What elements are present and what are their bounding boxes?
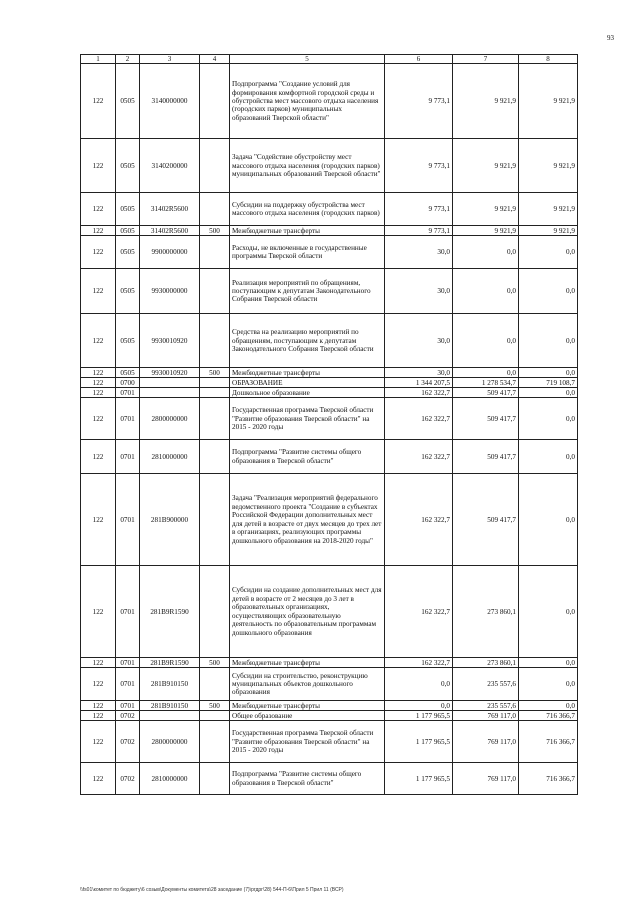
- cell-section: 0702: [116, 763, 140, 795]
- cell-amount-2021: 0,0: [519, 701, 578, 711]
- table-row: [81, 763, 578, 795]
- cell-code: 122: [81, 668, 116, 701]
- cell-code: 122: [81, 378, 116, 388]
- cell-expense-type: [200, 721, 230, 763]
- cell-target-article: 281В910150: [140, 701, 200, 711]
- cell-amount-2021: 0,0: [519, 269, 578, 314]
- cell-name: Реализация мероприятий по обращениям, поступающим к депутатам Законодательного Собрания Тверской области: [230, 269, 385, 314]
- cell-target-article: 3140000000: [140, 64, 200, 139]
- header-cell: 2: [116, 55, 140, 64]
- cell-name: Межбюджетные трансферты: [230, 226, 385, 236]
- cell-code: 122: [81, 440, 116, 474]
- cell-amount-2019: 0,0: [385, 668, 453, 701]
- table-row: [81, 701, 578, 711]
- cell-target-article: 9930000000: [140, 269, 200, 314]
- cell-expense-type: [200, 474, 230, 566]
- cell-target-article: 9930010920: [140, 314, 200, 368]
- cell-amount-2020: 235 557,6: [453, 701, 519, 711]
- cell-name: Субсидии на поддержку обустройства мест массового отдыха населения (городских парков): [230, 193, 385, 226]
- cell-section: 0505: [116, 64, 140, 139]
- table-row: [81, 388, 578, 398]
- cell-target-article: 2800000000: [140, 398, 200, 440]
- header-cell: 3: [140, 55, 200, 64]
- header-cell: 4: [200, 55, 230, 64]
- table-row: [81, 711, 578, 721]
- cell-amount-2020: 769 117,0: [453, 763, 519, 795]
- cell-amount-2019: 9 773,1: [385, 193, 453, 226]
- cell-expense-type: [200, 398, 230, 440]
- cell-amount-2020: 509 417,7: [453, 388, 519, 398]
- cell-target-article: 2810000000: [140, 763, 200, 795]
- cell-name: Расходы, не включенные в государственные программы Тверской области: [230, 236, 385, 269]
- table-row: [81, 193, 578, 226]
- cell-target-article: 2810000000: [140, 440, 200, 474]
- cell-amount-2020: 769 117,0: [453, 721, 519, 763]
- cell-target-article: [140, 711, 200, 721]
- cell-target-article: [140, 388, 200, 398]
- cell-amount-2021: 716 366,7: [519, 721, 578, 763]
- header-cell: 1: [81, 55, 116, 64]
- cell-section: 0505: [116, 236, 140, 269]
- cell-amount-2021: 0,0: [519, 368, 578, 378]
- cell-target-article: 281В900000: [140, 474, 200, 566]
- cell-amount-2020: 9 921,9: [453, 64, 519, 139]
- cell-amount-2021: 716 366,7: [519, 711, 578, 721]
- cell-section: 0700: [116, 378, 140, 388]
- cell-section: 0701: [116, 440, 140, 474]
- cell-amount-2019: 1 177 965,5: [385, 763, 453, 795]
- cell-amount-2021: 0,0: [519, 388, 578, 398]
- cell-section: 0505: [116, 226, 140, 236]
- cell-name: Межбюджетные трансферты: [230, 368, 385, 378]
- cell-section: 0505: [116, 269, 140, 314]
- cell-amount-2019: 30,0: [385, 236, 453, 269]
- cell-expense-type: [200, 193, 230, 226]
- cell-amount-2021: 719 108,7: [519, 378, 578, 388]
- cell-amount-2021: 0,0: [519, 668, 578, 701]
- cell-amount-2019: 1 177 965,5: [385, 721, 453, 763]
- cell-amount-2020: 769 117,0: [453, 711, 519, 721]
- cell-section: 0505: [116, 193, 140, 226]
- cell-section: 0701: [116, 701, 140, 711]
- cell-name: ОБРАЗОВАНИЕ: [230, 378, 385, 388]
- cell-amount-2019: 30,0: [385, 314, 453, 368]
- cell-amount-2020: 0,0: [453, 368, 519, 378]
- cell-name: Межбюджетные трансферты: [230, 701, 385, 711]
- cell-amount-2021: 9 921,9: [519, 139, 578, 193]
- cell-code: 122: [81, 368, 116, 378]
- table-row: [81, 440, 578, 474]
- cell-section: 0701: [116, 398, 140, 440]
- cell-name: Задача "Содействие обустройству мест массового отдыха населения (городских парков) муниципальных образований Тверской области": [230, 139, 385, 193]
- cell-expense-type: 500: [200, 658, 230, 668]
- cell-expense-type: [200, 64, 230, 139]
- table-row: [81, 139, 578, 193]
- cell-expense-type: [200, 236, 230, 269]
- cell-section: 0701: [116, 658, 140, 668]
- table-row: [81, 64, 578, 139]
- cell-amount-2021: 716 366,7: [519, 763, 578, 795]
- cell-name: Подпрограмма "Развитие системы общего образования в Тверской области": [230, 763, 385, 795]
- cell-amount-2019: 9 773,1: [385, 226, 453, 236]
- table-row: [81, 668, 578, 701]
- cell-amount-2019: 162 322,7: [385, 388, 453, 398]
- cell-amount-2019: 162 322,7: [385, 398, 453, 440]
- header-cell: 5: [230, 55, 385, 64]
- cell-name: Субсидии на создание дополнительных мест для детей в возрасте от 2 месяцев до 3 лет в образовательных организациях, осуществляющих образовательную деятельность по образовательным программам дошкольного образования: [230, 566, 385, 658]
- cell-amount-2019: 162 322,7: [385, 566, 453, 658]
- table-row: [81, 236, 578, 269]
- cell-target-article: 31402R5600: [140, 226, 200, 236]
- cell-expense-type: [200, 139, 230, 193]
- cell-code: 122: [81, 658, 116, 668]
- cell-amount-2019: 162 322,7: [385, 440, 453, 474]
- cell-expense-type: [200, 763, 230, 795]
- cell-amount-2019: 30,0: [385, 269, 453, 314]
- cell-name: Общее образование: [230, 711, 385, 721]
- cell-amount-2020: 273 860,1: [453, 566, 519, 658]
- cell-amount-2020: 0,0: [453, 269, 519, 314]
- table-header-row: [81, 55, 578, 64]
- cell-amount-2019: 0,0: [385, 701, 453, 711]
- table-row: [81, 398, 578, 440]
- cell-code: 122: [81, 388, 116, 398]
- cell-amount-2020: 0,0: [453, 314, 519, 368]
- cell-amount-2020: 273 860,1: [453, 658, 519, 668]
- cell-target-article: 31402R5600: [140, 193, 200, 226]
- table-row: [81, 378, 578, 388]
- cell-target-article: 281В9R1590: [140, 658, 200, 668]
- cell-expense-type: [200, 269, 230, 314]
- table-row: [81, 566, 578, 658]
- cell-amount-2019: 9 773,1: [385, 64, 453, 139]
- cell-code: 122: [81, 711, 116, 721]
- cell-expense-type: [200, 314, 230, 368]
- cell-amount-2021: 0,0: [519, 474, 578, 566]
- cell-amount-2019: 162 322,7: [385, 658, 453, 668]
- cell-code: 122: [81, 193, 116, 226]
- table-body: [81, 64, 578, 795]
- cell-code: 122: [81, 269, 116, 314]
- table-row: [81, 226, 578, 236]
- cell-expense-type: [200, 711, 230, 721]
- cell-amount-2020: 9 921,9: [453, 139, 519, 193]
- cell-expense-type: [200, 668, 230, 701]
- cell-code: 122: [81, 139, 116, 193]
- cell-code: 122: [81, 314, 116, 368]
- cell-amount-2020: 509 417,7: [453, 440, 519, 474]
- cell-amount-2019: 1 177 965,5: [385, 711, 453, 721]
- cell-amount-2021: 9 921,9: [519, 64, 578, 139]
- header-cell: 7: [453, 55, 519, 64]
- cell-amount-2021: 9 921,9: [519, 226, 578, 236]
- cell-target-article: 281В910150: [140, 668, 200, 701]
- table-row: [81, 658, 578, 668]
- cell-code: 122: [81, 226, 116, 236]
- cell-name: Субсидии на строительство, реконструкцию муниципальных объектов дошкольного образования: [230, 668, 385, 701]
- cell-name: Межбюджетные трансферты: [230, 658, 385, 668]
- cell-amount-2021: 0,0: [519, 440, 578, 474]
- cell-section: 0701: [116, 566, 140, 658]
- table-row: [81, 721, 578, 763]
- cell-code: 122: [81, 566, 116, 658]
- cell-amount-2020: 1 278 534,7: [453, 378, 519, 388]
- header-cell: 6: [385, 55, 453, 64]
- cell-amount-2020: 9 921,9: [453, 193, 519, 226]
- cell-expense-type: 500: [200, 226, 230, 236]
- cell-expense-type: [200, 388, 230, 398]
- cell-target-article: 2800000000: [140, 721, 200, 763]
- cell-section: 0505: [116, 139, 140, 193]
- cell-amount-2021: 0,0: [519, 236, 578, 269]
- cell-amount-2019: 162 322,7: [385, 474, 453, 566]
- cell-target-article: 281В9R1590: [140, 566, 200, 658]
- cell-target-article: [140, 378, 200, 388]
- cell-expense-type: [200, 378, 230, 388]
- cell-code: 122: [81, 763, 116, 795]
- cell-expense-type: [200, 566, 230, 658]
- cell-section: 0505: [116, 314, 140, 368]
- cell-code: 122: [81, 721, 116, 763]
- cell-amount-2020: 0,0: [453, 236, 519, 269]
- table-row: [81, 474, 578, 566]
- cell-amount-2021: 9 921,9: [519, 193, 578, 226]
- cell-amount-2020: 509 417,7: [453, 474, 519, 566]
- cell-amount-2021: 0,0: [519, 658, 578, 668]
- cell-target-article: 3140200000: [140, 139, 200, 193]
- cell-section: 0505: [116, 368, 140, 378]
- cell-code: 122: [81, 701, 116, 711]
- table-row: [81, 269, 578, 314]
- cell-amount-2021: 0,0: [519, 398, 578, 440]
- cell-name: Средства на реализацию мероприятий по обращениям, поступающим к депутатам Законодательного Собрания Тверской области: [230, 314, 385, 368]
- page-number: 93: [607, 34, 614, 42]
- cell-expense-type: [200, 440, 230, 474]
- table-row: [81, 368, 578, 378]
- cell-amount-2020: 9 921,9: [453, 226, 519, 236]
- table-row: [81, 314, 578, 368]
- cell-code: 122: [81, 236, 116, 269]
- cell-name: Дошкольное образование: [230, 388, 385, 398]
- cell-name: Государственная программа Тверской области "Развитие образования Тверской области" на 2015 - 2020 годы: [230, 398, 385, 440]
- cell-name: Задача "Реализация мероприятий федерального ведомственного проекта "Создание в субъектах Российской Федерации дополнительных мест для детей в возрасте от двух месяцев до трех лет в организациях, реализующих программы дошкольного образования на 2018-2020 годы": [230, 474, 385, 566]
- cell-amount-2021: 0,0: [519, 314, 578, 368]
- cell-section: 0702: [116, 721, 140, 763]
- cell-section: 0701: [116, 388, 140, 398]
- header-cell: 8: [519, 55, 578, 64]
- cell-target-article: 9930010920: [140, 368, 200, 378]
- cell-code: 122: [81, 64, 116, 139]
- cell-amount-2019: 1 344 207,5: [385, 378, 453, 388]
- footer-file-path: \\fs01\комитет по бюджету\6 созыв\Документы комитета\28 заседание (7)\ргдрг\28) 544-П-6\Прил 5 Прил 11 (ВСР): [80, 887, 344, 893]
- cell-section: 0701: [116, 668, 140, 701]
- cell-target-article: 9900000000: [140, 236, 200, 269]
- cell-expense-type: 500: [200, 701, 230, 711]
- budget-table: [80, 54, 578, 795]
- cell-code: 122: [81, 474, 116, 566]
- cell-code: 122: [81, 398, 116, 440]
- cell-section: 0702: [116, 711, 140, 721]
- cell-section: 0701: [116, 474, 140, 566]
- cell-amount-2020: 509 417,7: [453, 398, 519, 440]
- cell-amount-2020: 235 557,6: [453, 668, 519, 701]
- cell-expense-type: 500: [200, 368, 230, 378]
- cell-name: Подпрограмма "Развитие системы общего образования в Тверской области": [230, 440, 385, 474]
- cell-amount-2021: 0,0: [519, 566, 578, 658]
- cell-name: Подпрограмма "Создание условий для формирования комфортной городской среды и обустройства мест массового отдыха населения (городских парков) муниципальных образований Тверской области": [230, 64, 385, 139]
- cell-name: Государственная программа Тверской области "Развитие образования Тверской области" на 2015 - 2020 годы: [230, 721, 385, 763]
- cell-amount-2019: 30,0: [385, 368, 453, 378]
- cell-amount-2019: 9 773,1: [385, 139, 453, 193]
